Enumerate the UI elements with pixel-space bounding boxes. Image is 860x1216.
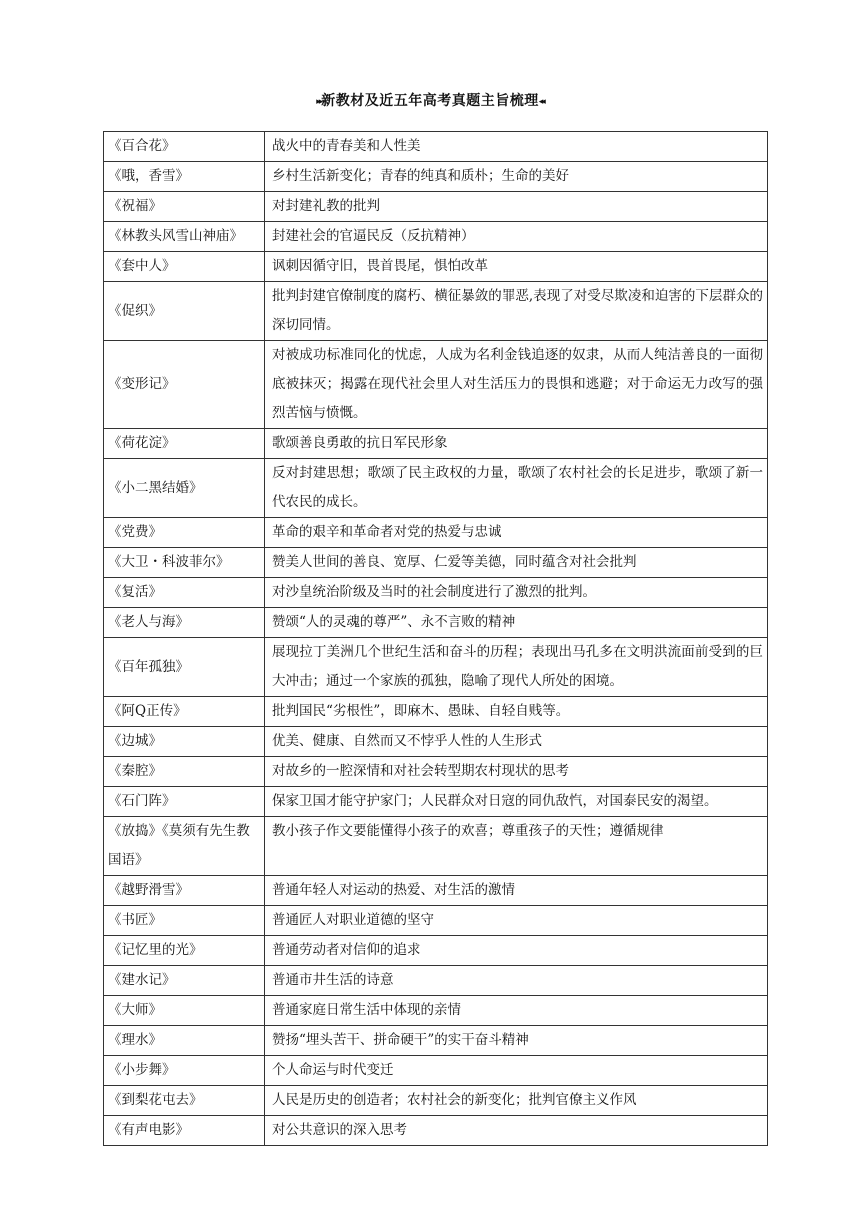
work-title-cell: 《百年孤独》 (104, 638, 265, 697)
work-title-cell: 《石门阵》 (104, 787, 265, 817)
theme-cell: 对公共意识的深入思考 (265, 1116, 768, 1146)
work-title-cell: 《越野滑雪》 (104, 876, 265, 906)
page-title-text: 新教材及近五年高考真题主旨梳理 (321, 93, 539, 109)
title-mark-left: ▸▸ (316, 97, 322, 107)
work-title-cell: 《记忆里的光》 (104, 936, 265, 966)
table-row (104, 222, 768, 252)
work-title-cell: 《书匠》 (104, 906, 265, 936)
theme-cell: 普通匠人对职业道德的坚守 (265, 906, 768, 936)
table-row (104, 341, 768, 429)
work-title-cell: 《大师》 (104, 996, 265, 1026)
theme-cell: 人民是历史的创造者；农村社会的新变化；批判官僚主义作风 (265, 1086, 768, 1116)
table-row (104, 936, 768, 966)
work-title-cell: 《建水记》 (104, 966, 265, 996)
theme-cell: 普通市井生活的诗意 (265, 966, 768, 996)
work-title-cell: 《秦腔》 (104, 757, 265, 787)
theme-cell: 讽刺因循守旧，畏首畏尾，惧怕改革 (265, 252, 768, 282)
theme-cell: 赞扬“埋头苦干、拼命硬干”的实干奋斗精神 (265, 1026, 768, 1056)
work-title-cell: 《小步舞》 (104, 1056, 265, 1086)
table-row (104, 638, 768, 697)
table-row (104, 192, 768, 222)
work-title-cell: 《小二黑结婚》 (104, 459, 265, 518)
theme-cell: 个人命运与时代变迁 (265, 1056, 768, 1086)
work-title-cell: 《复活》 (104, 578, 265, 608)
theme-cell: 赞颂“人的灵魂的尊严”、永不言败的精神 (265, 608, 768, 638)
theme-cell: 战火中的青春美和人性美 (265, 132, 768, 162)
theme-summary-table (103, 131, 768, 1146)
theme-cell: 对沙皇统治阶级及当时的社会制度进行了激烈的批判。 (265, 578, 768, 608)
table-row (104, 1026, 768, 1056)
table-row (104, 966, 768, 996)
work-title-cell: 《祝福》 (104, 192, 265, 222)
theme-cell: 对被成功标准同化的忧虑，人成为名利金钱追逐的奴隶，从而人纯洁善良的一面彻底被抹灭；揭露在现代社会里人对生活压力的畏惧和逃避；对于命运无力改写的强烈苦恼与愤慨。 (265, 341, 768, 429)
theme-cell: 革命的艰辛和革命者对党的热爱与忠诚 (265, 518, 768, 548)
theme-cell: 普通年轻人对运动的热爱、对生活的激情 (265, 876, 768, 906)
table-row (104, 697, 768, 727)
page-title (0, 90, 860, 110)
table-row (104, 1086, 768, 1116)
work-title-cell: 《边城》 (104, 727, 265, 757)
theme-cell: 保家卫国才能守护家门；人民群众对日寇的同仇敌忾，对国泰民安的渴望。 (265, 787, 768, 817)
work-title-cell: 《放捣》《莫须有先生教国语》 (104, 817, 265, 876)
table-row (104, 727, 768, 757)
theme-cell: 优美、健康、自然而又不悖乎人性的人生形式 (265, 727, 768, 757)
theme-cell: 乡村生活新变化；青春的纯真和质朴；生命的美好 (265, 162, 768, 192)
theme-cell: 批判封建官僚制度的腐朽、横征暴敛的罪恶,表现了对受尽欺凌和迫害的下层群众的深切同情。 (265, 282, 768, 341)
theme-cell: 普通劳动者对信仰的追求 (265, 936, 768, 966)
table-row (104, 162, 768, 192)
theme-cell: 赞美人世间的善良、宽厚、仁爱等美德，同时蕴含对社会批判 (265, 548, 768, 578)
table-row (104, 132, 768, 162)
theme-cell: 对封建礼教的批判 (265, 192, 768, 222)
theme-cell: 歌颂善良勇敢的抗日军民形象 (265, 429, 768, 459)
table-row (104, 787, 768, 817)
work-title-cell: 《理水》 (104, 1026, 265, 1056)
table-row (104, 876, 768, 906)
work-title-cell: 《大卫・科波菲尔》 (104, 548, 265, 578)
work-title-cell: 《党费》 (104, 518, 265, 548)
theme-cell: 普通家庭日常生活中体现的亲情 (265, 996, 768, 1026)
title-mark-right: ◂◂ (538, 97, 544, 107)
work-title-cell: 《百合花》 (104, 132, 265, 162)
work-title-cell: 《促织》 (104, 282, 265, 341)
table-row (104, 429, 768, 459)
table-row (104, 518, 768, 548)
table-row (104, 282, 768, 341)
theme-cell: 展现拉丁美洲几个世纪生活和奋斗的历程；表现出马孔多在文明洪流面前受到的巨大冲击；通过一个家族的孤独，隐喻了现代人所处的困境。 (265, 638, 768, 697)
work-title-cell: 《套中人》 (104, 252, 265, 282)
table-row (104, 548, 768, 578)
table-row (104, 578, 768, 608)
work-title-cell: 《到梨花屯去》 (104, 1086, 265, 1116)
theme-cell: 教小孩子作文要能懂得小孩子的欢喜；尊重孩子的天性；遵循规律 (265, 817, 768, 876)
table-row (104, 1116, 768, 1146)
table-row (104, 817, 768, 876)
table-row (104, 1056, 768, 1086)
work-title-cell: 《老人与海》 (104, 608, 265, 638)
table-row (104, 757, 768, 787)
table-row (104, 996, 768, 1026)
work-title-cell: 《阿Q正传》 (104, 697, 265, 727)
work-title-cell: 《哦，香雪》 (104, 162, 265, 192)
table-row (104, 608, 768, 638)
work-title-cell: 《变形记》 (104, 341, 265, 429)
work-title-cell: 《有声电影》 (104, 1116, 265, 1146)
table-row (104, 252, 768, 282)
theme-cell: 对故乡的一腔深情和对社会转型期农村现状的思考 (265, 757, 768, 787)
theme-cell: 反对封建思想；歌颂了民主政权的力量，歌颂了农村社会的长足进步，歌颂了新一代农民的成长。 (265, 459, 768, 518)
theme-cell: 封建社会的官逼民反（反抗精神） (265, 222, 768, 252)
work-title-cell: 《荷花淀》 (104, 429, 265, 459)
table-row (104, 906, 768, 936)
table-row (104, 459, 768, 518)
theme-cell: 批判国民“劣根性”，即麻木、愚昧、自轻自贱等。 (265, 697, 768, 727)
work-title-cell: 《林教头风雪山神庙》 (104, 222, 265, 252)
